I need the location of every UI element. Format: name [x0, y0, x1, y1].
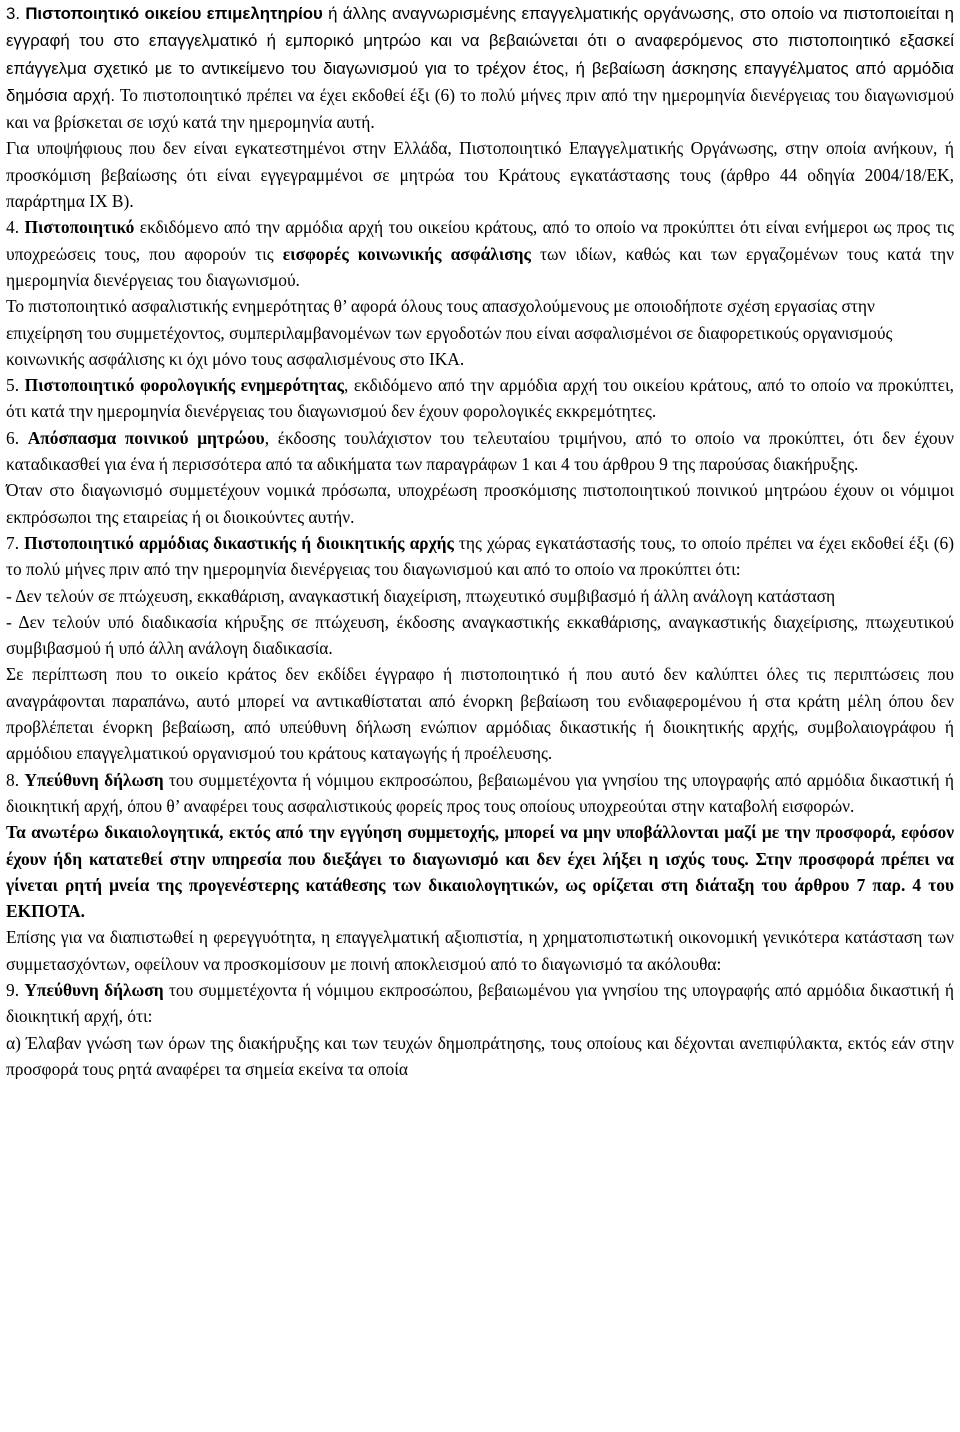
paragraph-item-6-criminal-record — [6, 425, 954, 478]
bold-text-run: Πιστοποιητικό φορολογικής ενημερότητας — [24, 375, 344, 396]
paragraph-sworn-statement-alternative — [6, 661, 954, 766]
paragraph-bullet-bankruptcy — [6, 583, 954, 609]
text-run: 9. — [6, 979, 25, 1000]
paragraph-item-5-tax-clearance — [6, 372, 954, 425]
text-run: - Δεν τελούν σε πτώχευση, εκκαθάριση, αναγκαστική διαχείριση, πτωχευτικό συμβιβασμό ή άλλη ανάλογη κατάσταση — [6, 585, 836, 606]
bold-text-run: Απόσπασμα ποινικού μητρώου — [27, 427, 265, 448]
paragraph-foreign-candidates — [6, 135, 954, 214]
text-run: 4. — [6, 217, 25, 238]
paragraph-solvency-intro — [6, 924, 954, 977]
text-run: - Δεν τελούν υπό διαδικασία κήρυξης σε πτώχευση, έκδοσης αναγκαστικής εκκαθάρισης, αναγκαστικής διαχείρισης, πτωχευτικού συμβιβασμού ή υπό άλλη ανάλογη διαδικασία. — [6, 611, 954, 659]
paragraph-item-8-solemn-declaration — [6, 767, 954, 820]
text-run: 8. — [6, 769, 25, 790]
paragraph-subitem-a — [6, 1030, 954, 1083]
paragraph-item-3-certificate-chamber — [6, 0, 954, 135]
text-run: 6. — [6, 427, 28, 448]
text-run: , έκδοσης τουλάχιστον του τελευταίου τριμήνου, από το οποίο να προκύπτει, ότι δεν έχουν καταδικασθεί για ένα ή περισσότερα από τα αδικήματα των παραγράφων 1 και 4 του άρθρου 9 της παρούσας διακήρυξης. — [6, 427, 955, 475]
text-run: Το πιστοποιητικό πρέπει να έχει εκδοθεί έξι (6) το πολύ μήνες πριν από την ημερομηνία διενέργειας του διαγωνισμού και να βρίσκεται σε ισχύ κατά την ημερομηνία αυτή. — [6, 84, 954, 133]
paragraph-item-7-judicial-certificate — [6, 530, 954, 583]
paragraph-bullet-bankruptcy-procedure — [6, 609, 954, 662]
text-run: α) Έλαβαν γνώση των όρων της διακήρυξης και των τευχών δημοπράτησης, τους οποίους και δέχονται ανεπιφύλακτα, εκτός εάν στην προσφορά τους ρητά αναφέρει τα σημεία εκείνα τα οποία — [6, 1032, 954, 1079]
paragraph-insurance-certificate-scope — [6, 293, 954, 372]
paragraph-item-4-social-insurance — [6, 214, 954, 293]
text-run: των ιδίων, καθώς και των εργαζομένων τους κατά την ημερομηνία διενέργειας του διαγωνισμού. — [6, 243, 955, 290]
text-run: 7. — [6, 532, 25, 553]
text-run: , εκδιδόμενο από την αρμόδια αρχή του οικείου κράτους, από το οποίο να προκύπτει, ότι κατά την ημερομηνία διενέργειας του διαγωνισμού δεν έχουν φορολογικές εκκρεμότητες. — [6, 375, 955, 422]
text-run: εκδιδόμενο από την αρμόδια αρχή του οικείου κράτους, από το οποίο να προκύπτει ότι είναι ενήμεροι ως προς τις υποχρεώσεις τους, που αφορούν τις — [6, 217, 954, 264]
text-run: ή άλλης αναγνωρισμένης επαγγελματικής οργάνωσης, στο οποίο να πιστοποιείται η εγγραφή του στο επαγγελματικό ή εμπορικό μητρώο και να βεβαιώνεται ότι ο αναφερόμενος στο πιστοποιητικό εξασκεί επάγγελμα σχετικό με το αντικείμενο του διαγωνισμού για το τρέχον έτος, ή βεβαίωση άσκησης επαγγέλματος από αρμόδια δημόσια αρχή. — [6, 4, 954, 105]
text-run: Επίσης για να διαπιστωθεί η φερεγγυότητα, η επαγγελματική αξιοπιστία, η χρηματοπιστωτική οικονομική γενικότερα κατάσταση των συμμετασχόντων, οφείλουν να προσκομίσουν με ποινή αποκλεισμού από το διαγωνισμό τα ακόλουθα: — [6, 927, 954, 974]
text-run: Για υποψήφιους που δεν είναι εγκατεστημένοι στην Ελλάδα, Πιστοποιητικό Επαγγελματικής Οργάνωσης, στην οποία ανήκουν, ή προσκόμιση βεβαίωσης ότι είναι εγγεγραμμένοι σε μητρώα του Κράτους εγκατάστασης τους (άρθρο 44 οδηγία 2004/18/ΕΚ, παράρτημα ΙΧ Β). — [6, 138, 954, 212]
text-run: 5. — [6, 375, 25, 396]
bold-text-run: Πιστοποιητικό αρμόδιας δικαστικής ή διοικητικής αρχής — [24, 532, 454, 553]
bold-text-run: Υπεύθυνη δήλωση — [24, 979, 164, 1000]
text-run: Σε περίπτωση που το οικείο κράτος δεν εκδίδει έγγραφο ή πιστοποιητικό ή που αυτό δεν καλύπτει όλες τις περιπτώσεις που αναγράφονται παραπάνω, αυτό μπορεί να αντικαθίσταται από ένορκη βεβαίωση του ενδιαφερομένου ή στα κράτη μέλη όπου δεν προβλέπεται ένορκη βεβαίωση, από υπεύθυνη δήλωση ενώπιον αρμόδιας δικαστικής ή διοικητικής αρχής, συμβολαιογράφου ή αρμόδιου επαγγελματικού οργανισμού του κράτους καταγωγής ή προέλευσης. — [6, 664, 954, 764]
bold-text-run: Πιστοποιητικό — [24, 217, 135, 238]
bold-text-run: Υπεύθυνη δήλωση — [24, 769, 164, 790]
text-run: της χώρας εγκατάστασής τους, το οποίο πρέπει να έχει εκδοθεί έξι (6) το πολύ μήνες πριν από την ημερομηνία διενέργειας του διαγωνισμού και από το οποίο να προκύπτει ότι: — [6, 532, 954, 580]
text-run: του συμμετέχοντα ή νόμιμου εκπροσώπου, βεβαιωμένου για γνησίου της υπογραφής από αρμόδια δικαστική ή διοικητική αρχή, ότι: — [6, 979, 955, 1027]
bold-text-run: Πιστοποιητικό οικείου επιμελητηρίου — [25, 4, 323, 23]
text-run: 3. — [6, 4, 26, 23]
text-run: Όταν στο διαγωνισμό συμμετέχουν νομικά πρόσωπα, υποχρέωση προσκόμισης πιστοποιητικού ποινικού μητρώου έχουν οι νόμιμοι εκπρόσωποι της εταιρείας ή οι διοικούντες αυτήν. — [6, 480, 954, 527]
text-run: του συμμετέχοντα ή νόμιμου εκπροσώπου, βεβαιωμένου για γνησίου της υπογραφής από αρμόδια δικαστική ή διοικητική αρχή, όπου θ’ αναφέρει τους ασφαλιστικούς φορείς προς τους οποίους υποχρεούται στην καταβολή εισφορών. — [6, 769, 955, 816]
bold-text-run: εισφορές κοινωνικής ασφάλισης — [282, 243, 531, 264]
bold-text-run: Τα ανωτέρω δικαιολογητικά, εκτός από την εγγύηση συμμετοχής, μπορεί να μην υποβάλλονται μαζί με την προσφορά, εφόσον έχουν ήδη κατατεθεί στην υπηρεσία που διεξάγει το διαγωνισμό και δεν έχει λήξει η ισχύς τους. Στην προσφορά πρέπει να γίνεται ρητή μνεία της προγενέστερης κατάθεσης των δικαιολογητικών, ως ορίζεται στη διάταξη του άρθρου 7 παρ. 4 του ΕΚΠΟΤΑ. — [6, 822, 954, 922]
text-run: Το πιστοποιητικό ασφαλιστικής ενημερότητας θ’ αφορά όλους τους απασχολούμενους με οποιοδήποτε σχέση εργασίας στην επιχείρηση του συμμετέχοντος, συμπεριλαμβανομένων των εργοδοτών που είναι ασφαλισμένοι σε διαφορετικούς οργανισμούς κοινωνικής ασφάλισης κι όχι μόνο τους ασφαλισμένους στο ΙΚΑ. — [6, 296, 893, 369]
paragraph-bold-notice — [6, 819, 954, 924]
paragraph-item-9-solemn-declaration — [6, 977, 954, 1030]
paragraph-legal-entities — [6, 477, 954, 530]
